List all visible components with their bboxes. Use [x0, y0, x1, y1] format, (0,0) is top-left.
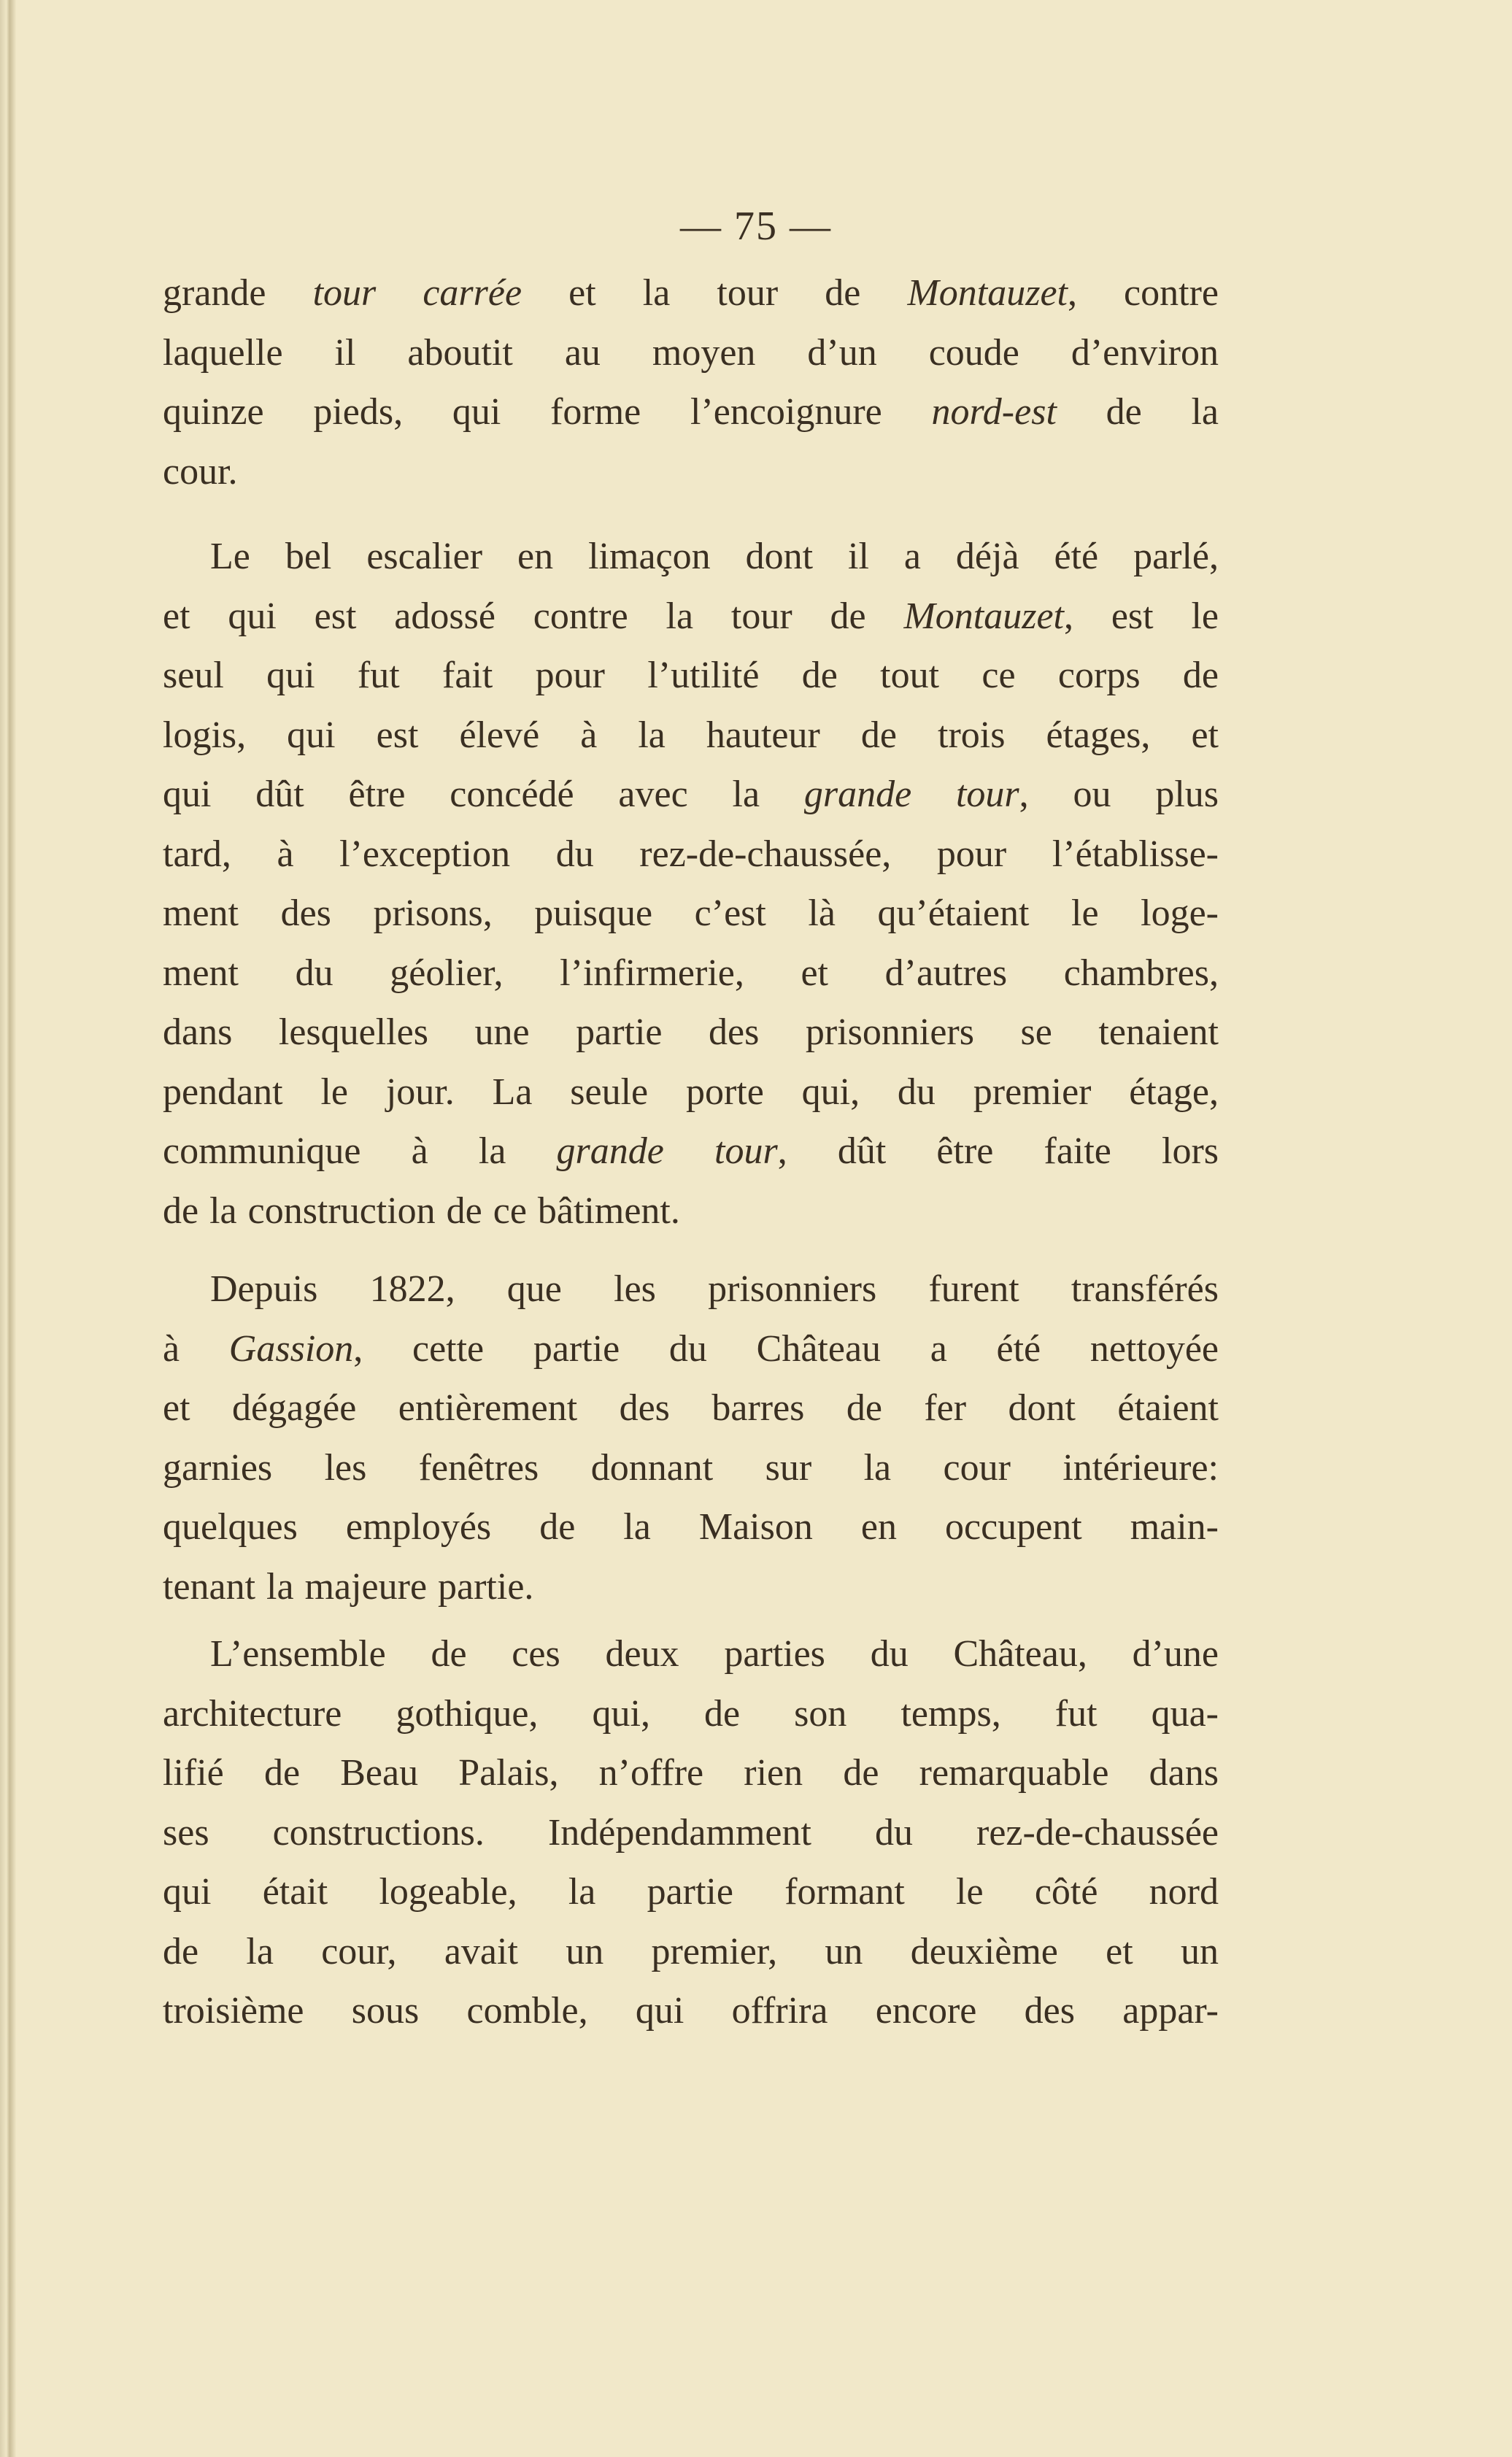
italic-text: grande tour	[556, 1130, 778, 1172]
text-span: lifié de Beau Palais, n’offre rien de remarquable dans	[163, 1752, 1219, 1794]
italic-text: nord-est	[931, 391, 1057, 433]
text-line	[163, 1327, 1219, 1371]
italic-text: Montauzet	[903, 595, 1064, 637]
text-line	[163, 1505, 1219, 1549]
text-line	[163, 1446, 1219, 1490]
text-span: architecture gothique, qui, de son temps, fut qua-	[163, 1692, 1219, 1735]
text-span: , dût être faite lors	[777, 1130, 1219, 1172]
text-span: tard, à l’exception du rez-de-chaussée, pour l’établisse-	[163, 833, 1219, 875]
text-span: L’ensemble de ces deux parties du Château, d’une	[210, 1633, 1219, 1675]
text-span: dans lesquelles une partie des prisonniers se tenaient	[163, 1011, 1219, 1053]
text-line	[210, 1632, 1219, 1676]
text-span: de la	[1056, 391, 1219, 433]
text-span: quelques employés de la Maison en occupent main-	[163, 1506, 1219, 1548]
page-edge	[0, 0, 16, 2457]
text-span: cour.	[163, 450, 238, 493]
text-line	[210, 535, 1219, 579]
text-line	[163, 892, 1219, 936]
text-line	[163, 1011, 1219, 1054]
text-line	[163, 1989, 1219, 2033]
text-span: et qui est adossé contre la tour de	[163, 595, 904, 637]
text-span: quinze pieds, qui forme l’encoignure	[163, 391, 932, 433]
text-span: , ou plus	[1019, 774, 1219, 815]
text-line	[163, 1751, 1219, 1795]
text-span: et la tour de	[522, 272, 908, 314]
text-span: , est le	[1064, 595, 1219, 637]
text-span: seul qui fut fait pour l’utilité de tout ce corps de	[163, 655, 1219, 696]
text-line	[163, 1071, 1219, 1114]
text-span: grande	[163, 272, 313, 314]
text-line	[163, 833, 1219, 876]
text-span: pendant le jour. La seule porte qui, du premier étage,	[163, 1071, 1219, 1113]
text-line	[163, 1870, 1219, 1914]
text-span: tenant la majeure partie.	[163, 1565, 534, 1608]
text-line	[163, 654, 1219, 698]
text-line	[163, 1811, 1219, 1855]
text-line	[163, 1189, 1219, 1233]
text-span: troisième sous comble, qui offrira encore des appar-	[163, 1990, 1219, 2032]
text-span: et dégagée entièrement des barres de fer dont étaient	[163, 1387, 1219, 1429]
text-line	[163, 1130, 1219, 1173]
page-number: — 75 —	[680, 204, 832, 249]
text-line	[163, 595, 1219, 639]
italic-text: tour carrée	[312, 272, 522, 314]
text-span: garnies les fenêtres donnant sur la cour intérieure:	[163, 1446, 1219, 1489]
text-line	[163, 450, 1219, 494]
text-span: laquelle il aboutit au moyen d’un coude d’environ	[163, 331, 1219, 374]
text-span: de la construction de ce bâtiment.	[163, 1189, 680, 1232]
text-line	[163, 952, 1219, 995]
text-line	[163, 1565, 1219, 1609]
text-span: ment des prisons, puisque c’est là qu’étaient le loge-	[163, 892, 1219, 934]
text-span: qui dût être concédé avec la	[163, 774, 804, 815]
text-line	[163, 390, 1219, 434]
text-span: , cette partie du Château a été nettoyée	[353, 1327, 1219, 1370]
text-line	[163, 714, 1219, 757]
text-line	[163, 1930, 1219, 1974]
italic-text: Montauzet	[907, 272, 1068, 314]
text-span: de la cour, avait un premier, un deuxième et un	[163, 1930, 1219, 1972]
text-span: Depuis 1822, que les prisonniers furent transférés	[210, 1268, 1219, 1310]
text-span: ment du géolier, l’infirmerie, et d’autres chambres,	[163, 952, 1219, 994]
text-line	[163, 331, 1219, 375]
text-line	[163, 271, 1219, 315]
text-line	[210, 1268, 1219, 1311]
text-span: logis, qui est élevé à la hauteur de trois étages, et	[163, 714, 1219, 756]
text-span: Le bel escalier en limaçon dont il a déjà été parlé,	[210, 536, 1219, 577]
italic-text: grande tour	[803, 774, 1019, 815]
text-span: qui était logeable, la partie formant le côté nord	[163, 1871, 1219, 1913]
text-line	[163, 1386, 1219, 1430]
text-span: , contre	[1067, 272, 1219, 314]
italic-text: Gassion	[228, 1327, 354, 1370]
text-line	[163, 1692, 1219, 1736]
text-span: à	[163, 1327, 229, 1370]
text-line	[163, 773, 1219, 817]
text-span: ses constructions. Indépendamment du rez-de-chaussée	[163, 1811, 1219, 1854]
text-span: communique à la	[163, 1130, 557, 1172]
